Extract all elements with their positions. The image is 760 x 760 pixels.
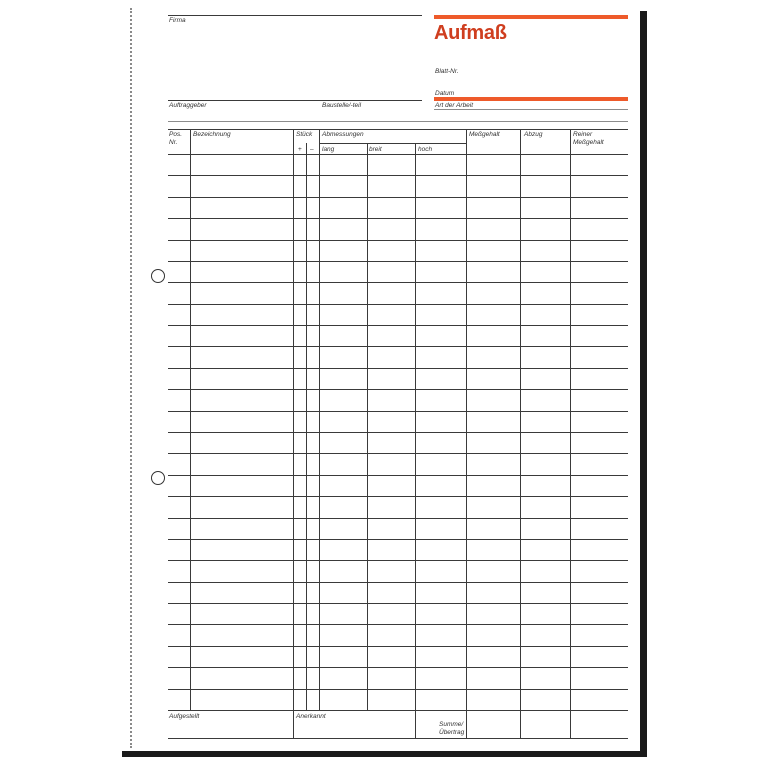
col-line-bezeichnung — [190, 129, 191, 710]
table-row-line — [168, 175, 628, 176]
accent-bar-bottom — [434, 97, 628, 101]
col-line-plus-minus — [306, 143, 307, 710]
col-breit-label: breit — [369, 146, 382, 153]
table-row-line — [168, 539, 628, 540]
table-row-line — [168, 518, 628, 519]
art-der-arbeit-label: Art der Arbeit — [435, 102, 474, 109]
col-line-breit — [367, 143, 368, 710]
col-lang-label: lang — [322, 146, 335, 153]
summe-label-1: Summe/ — [439, 721, 464, 728]
table-row-line — [168, 325, 628, 326]
col-reiner-label-1: Reiner — [573, 131, 593, 138]
table-row-line — [168, 624, 628, 625]
table-row-line — [168, 475, 628, 476]
col-abmessungen-label: Abmessungen — [322, 131, 364, 138]
table-row-line — [168, 560, 628, 561]
table-row-line — [168, 496, 628, 497]
table-row-line — [168, 304, 628, 305]
table-row-line — [168, 646, 628, 647]
firma-label: Firma — [169, 17, 186, 24]
auftraggeber-label: Auftraggeber — [169, 102, 207, 109]
col-line-stueck — [293, 129, 294, 738]
art-der-arbeit-rule — [434, 109, 628, 110]
baustelle-label: Baustelle/-teil — [322, 102, 362, 109]
table-row-line — [168, 218, 628, 219]
col-hoch-label: hoch — [418, 146, 433, 153]
table-row-line — [168, 453, 628, 454]
table-row-line — [168, 582, 628, 583]
table-row-line — [168, 346, 628, 347]
auftraggeber-rule — [168, 100, 422, 101]
form-title: Aufmaß — [434, 22, 507, 44]
table-bottom-rule — [168, 710, 628, 711]
table-row-line — [168, 197, 628, 198]
punch-hole-top — [151, 269, 165, 283]
col-line-messgehalt — [466, 129, 467, 738]
col-minus-label: – — [310, 146, 314, 153]
col-reiner-label-2: Meßgehalt — [573, 139, 604, 146]
summe-label-2: Übertrag — [439, 729, 465, 736]
firma-rule — [168, 15, 422, 16]
abmessungen-divider — [319, 143, 466, 144]
col-stueck-label: Stück — [296, 131, 313, 138]
perforation-line — [130, 8, 132, 748]
col-line-abzug — [520, 129, 521, 738]
punch-hole-bottom — [151, 471, 165, 485]
col-pos-label-2: Nr. — [169, 139, 178, 146]
datum-label: Datum — [435, 90, 455, 97]
footer-bottom-rule — [168, 738, 628, 739]
table-row-line — [168, 667, 628, 668]
table-top-rule — [168, 129, 628, 130]
col-pos-label-1: Pos. — [169, 131, 183, 138]
table-row-line — [168, 411, 628, 412]
col-abzug-label: Abzug — [524, 131, 543, 138]
col-plus-label: + — [298, 146, 302, 153]
col-line-hoch — [415, 143, 416, 738]
header-rule — [168, 121, 628, 122]
table-row-line — [168, 368, 628, 369]
blatt-nr-label: Blatt-Nr. — [435, 68, 459, 75]
accent-bar-top — [434, 15, 628, 19]
anerkannt-label: Anerkannt — [296, 713, 326, 720]
table-row-line — [168, 432, 628, 433]
table-row-line — [168, 689, 628, 690]
table-header-bottom-rule — [168, 154, 628, 155]
table-row-line — [168, 282, 628, 283]
table-row-line — [168, 603, 628, 604]
aufgestellt-label: Aufgestellt — [169, 713, 200, 720]
col-line-abmessungen — [319, 129, 320, 710]
col-line-reiner — [570, 129, 571, 738]
col-messgehalt-label: Meßgehalt — [469, 131, 500, 138]
table-row-line — [168, 261, 628, 262]
table-row-line — [168, 240, 628, 241]
table-row-line — [168, 389, 628, 390]
form-sheet — [118, 5, 640, 751]
col-bezeichnung-label: Bezeichnung — [193, 131, 231, 138]
